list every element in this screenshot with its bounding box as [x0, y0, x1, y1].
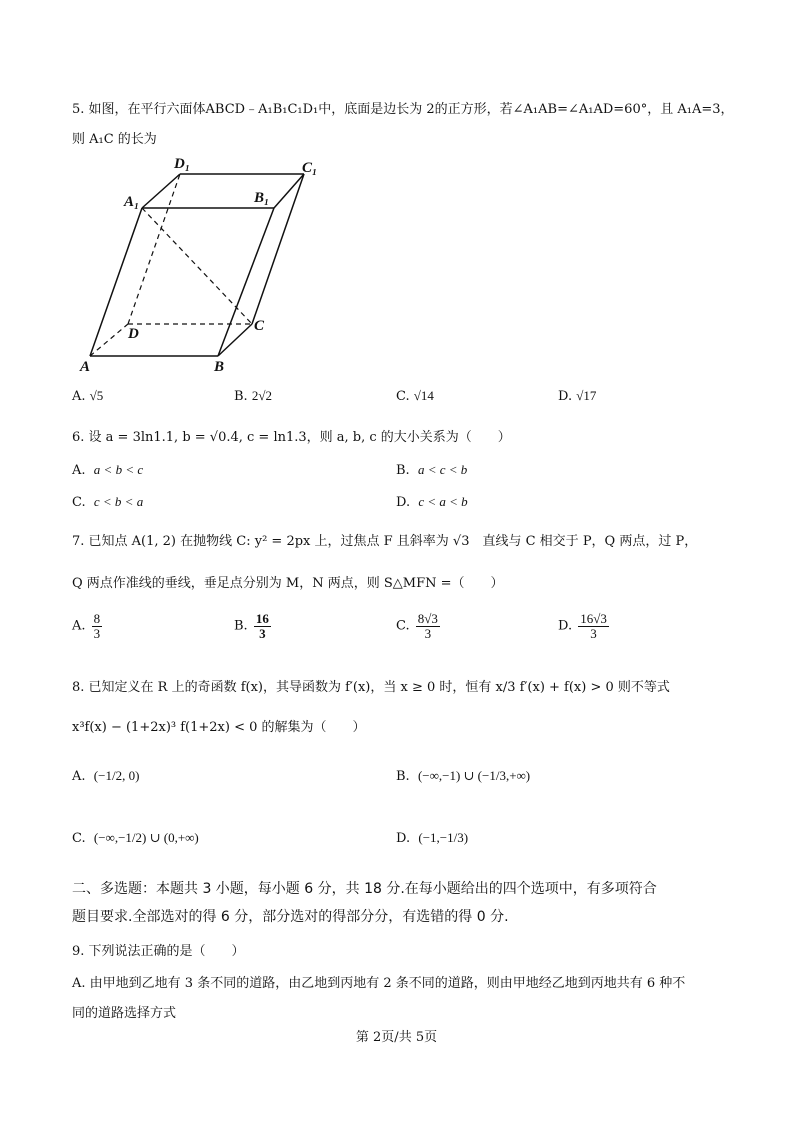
label-A: A	[80, 359, 91, 375]
q5-option-b[interactable]: B. 2√2	[234, 388, 272, 404]
q8-stem-line1: 8. 已知定义在 R 上的奇函数 f(x)，其导函数为 f′(x)，当 x ≥ 0 时，恒有 x/3 f′(x) + f(x) > 0 则不等式	[72, 680, 670, 695]
q5-stem-line2: 则 A₁C 的长为	[72, 132, 157, 147]
parallelepiped-figure	[78, 152, 338, 377]
label-A1: A₁	[124, 194, 140, 210]
q7-option-b[interactable]: B. $\frac{16}{3}$	[234, 611, 269, 641]
label-C: C	[254, 318, 265, 334]
q6-option-b[interactable]: B. a < c < b	[396, 462, 468, 478]
q7-option-c[interactable]: C. $\frac{8√3}{3}$	[396, 611, 438, 641]
q9-stem: 9. 下列说法正确的是（ ）	[72, 944, 245, 959]
q8-option-a[interactable]: A. (−1/2, 0)	[72, 768, 140, 784]
label-B1: B₁	[254, 190, 270, 206]
q7-option-a[interactable]: A. $\frac{8}{3}$	[72, 611, 101, 641]
q5-option-a[interactable]: A. √5	[72, 388, 104, 404]
q7-stem-line2: Q 两点作准线的垂线，垂足点分别为 M，N 两点，则 S△MFN =（ ）	[72, 576, 504, 591]
section2-heading-line1: 二、多选题：本题共 3 小题，每小题 6 分，共 18 分.在每小题给出的四个选项中，有多项符合	[72, 881, 657, 897]
q9-option-a-line2[interactable]: 同的道路选择方式	[72, 1006, 177, 1021]
q6-option-c[interactable]: C. c < b < a	[72, 494, 144, 510]
q8-option-d[interactable]: D. (−1,−1/3)	[396, 830, 469, 846]
q8-stem-line2: x³f(x) − (1+2x)³ f(1+2x) < 0 的解集为（ ）	[72, 720, 366, 735]
q5-option-d[interactable]: D. √17	[558, 388, 597, 404]
q6-option-d[interactable]: D. c < a < b	[396, 494, 468, 510]
label-B: B	[214, 359, 225, 375]
q8-option-c[interactable]: C. (−∞,−1/2) ∪ (0,+∞)	[72, 830, 199, 846]
label-C1: C₁	[302, 160, 318, 176]
section2-heading-line2: 题目要求.全部选对的得 6 分，部分选对的得部分分，有选错的得 0 分.	[72, 909, 509, 925]
q5-option-c[interactable]: C. √14	[396, 388, 434, 404]
q8-option-b[interactable]: B. (−∞,−1) ∪ (−1/3,+∞)	[396, 768, 531, 784]
q9-option-a-line1[interactable]: A. 由甲地到乙地有 3 条不同的道路，由乙地到丙地有 2 条不同的道路，则由甲地经乙地到丙地共有 6 种不	[72, 976, 686, 991]
q7-stem-line1: 7. 已知点 A(1, 2) 在抛物线 C: y² = 2px 上，过焦点 F 且斜率为 √3 直线与 C 相交于 P，Q 两点，过 P，	[72, 534, 698, 549]
label-D1: D₁	[174, 156, 191, 172]
q6-stem: 6. 设 a = 3ln1.1, b = √0.4, c = ln1.3，则 a, b, c 的大小关系为（ ）	[72, 430, 511, 445]
q7-option-d[interactable]: D. $\frac{16√3}{3}$	[558, 611, 607, 641]
q5-stem-line1: 5. 如图，在平行六面体ABCD﹣A₁B₁C₁D₁中，底面是边长为 2的正方形，若∠A₁AB=∠A₁AD=60°，且 A₁A=3，	[72, 102, 734, 117]
page-footer: 第 2页/共 5页	[355, 1030, 438, 1045]
label-D: D	[128, 326, 139, 342]
q6-option-a[interactable]: A. a < b < c	[72, 462, 144, 478]
